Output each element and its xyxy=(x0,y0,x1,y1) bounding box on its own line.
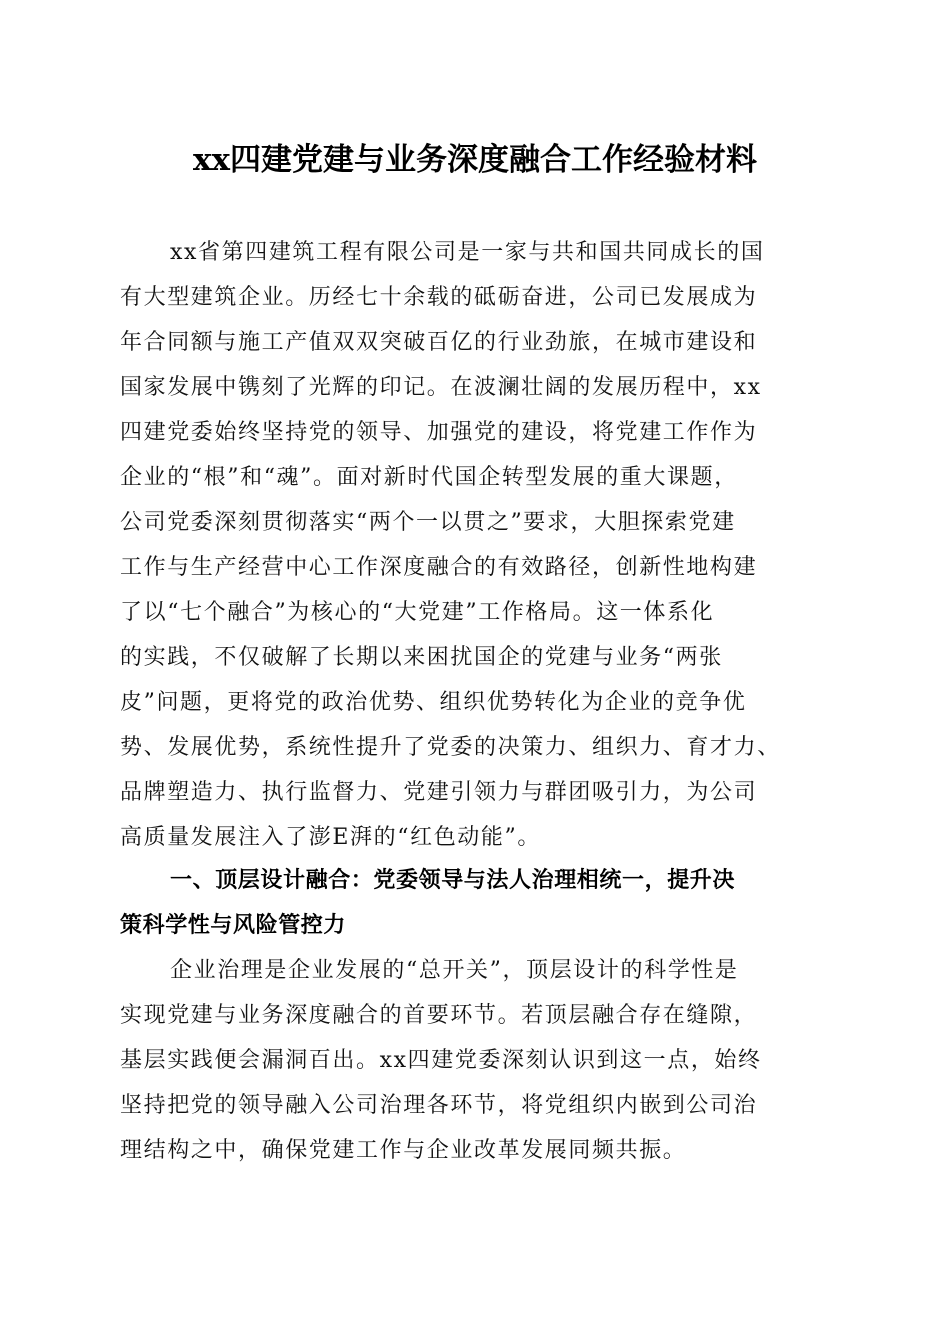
paragraph-line: 企业的“根”和“魂”。面对新时代国企转型发展的重大课题， xyxy=(120,465,738,490)
paragraph-line: xx省第四建筑工程有限公司是一家与共和国共同成长的国 xyxy=(170,240,765,265)
paragraph-line: 国家发展中镌刻了光辉的印记。在波澜壮阔的发展历程中，xx xyxy=(120,375,762,400)
section-heading-line: 策科学性与风险管控力 xyxy=(120,913,347,938)
document-title: xx四建党建与业务深度融合工作经验材料 xyxy=(193,142,757,178)
paragraph-line: 高质量发展注入了澎E湃的“红色动能”。 xyxy=(120,825,541,850)
paragraph-line: 四建党委始终坚持党的领导、加强党的建设，将党建工作作为 xyxy=(120,420,758,445)
paragraph-line: 公司党委深刻贯彻落实“两个一以贯之”要求，大胆探索党建 xyxy=(120,510,736,535)
section-heading-line: 一、顶层设计融合：党委领导与法人治理相统一，提升决 xyxy=(170,868,736,893)
paragraph-line: 理结构之中，确保党建工作与企业改革发展同频共振。 xyxy=(120,1138,687,1163)
paragraph-line: 年合同额与施工产值双双突破百亿的行业劲旅，在城市建设和 xyxy=(120,330,758,355)
paragraph-line: 品牌塑造力、执行监督力、党建引领力与群团吸引力，为公司 xyxy=(120,780,758,805)
paragraph-line: 势、发展优势，系统性提升了党委的决策力、组织力、育才力、 xyxy=(120,735,781,760)
paragraph-line: 企业治理是企业发展的“总开关”，顶层设计的科学性是 xyxy=(170,958,739,983)
paragraph-line: 了以“七个融合”为核心的“大党建”工作格局。这一体系化 xyxy=(120,600,715,625)
paragraph-line: 实现党建与业务深度融合的首要环节。若顶层融合存在缝隙， xyxy=(120,1003,758,1028)
paragraph-line: 有大型建筑企业。历经七十余载的砥砺奋进，公司已发展成为 xyxy=(120,285,758,310)
paragraph-line: 皮”问题，更将党的政治优势、组织优势转化为企业的竞争优 xyxy=(120,690,747,715)
paragraph-line: 工作与生产经营中心工作深度融合的有效路径，创新性地构建 xyxy=(120,555,758,580)
paragraph-line: 基层实践便会漏洞百出。xx四建党委深刻认识到这一点，始终 xyxy=(120,1048,762,1073)
paragraph-line: 的实践，不仅破解了长期以来困扰国企的党建与业务“两张 xyxy=(120,645,723,670)
paragraph-line: 坚持把党的领导融入公司治理各环节，将党组织内嵌到公司治 xyxy=(120,1093,758,1118)
